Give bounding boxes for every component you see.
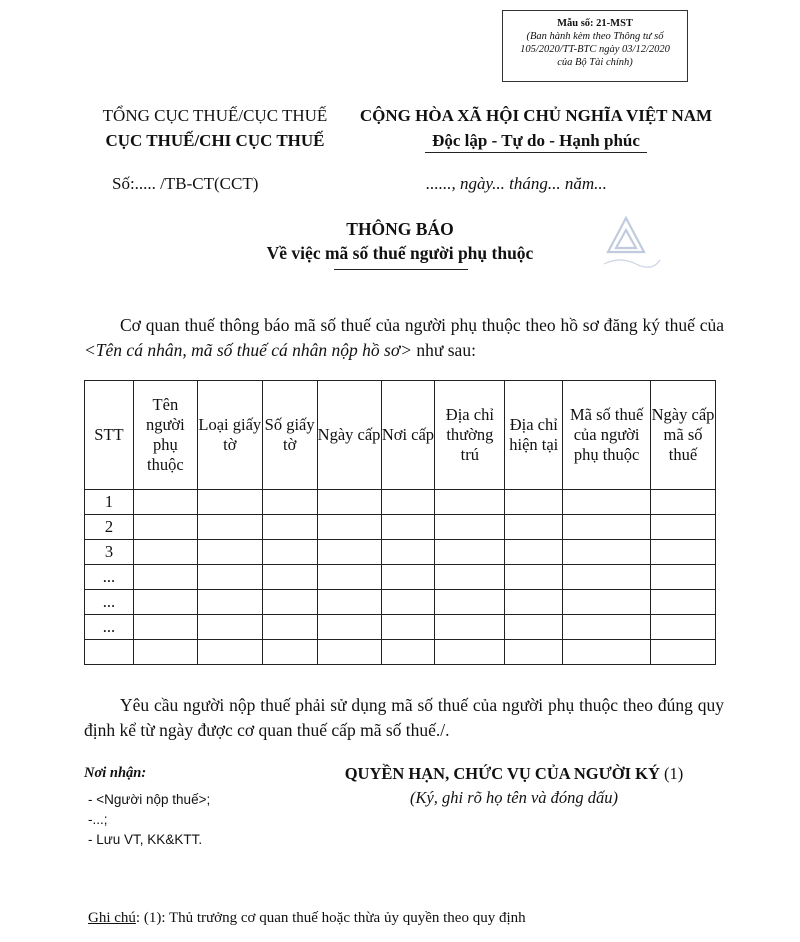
row-number: ... (85, 615, 134, 640)
row-number: 3 (85, 540, 134, 565)
row-number (85, 640, 134, 665)
table-cell (133, 490, 197, 515)
table-cell (262, 540, 317, 565)
footnote-label: Ghi chú (88, 910, 136, 926)
table-row (85, 640, 716, 665)
row-number: ... (85, 565, 134, 590)
table-row (85, 565, 716, 590)
table-cell (435, 640, 505, 665)
table-cell (317, 540, 381, 565)
table-cell (197, 640, 262, 665)
table-cell (435, 565, 505, 590)
table-cell (381, 565, 435, 590)
requirement-text: Yêu cầu người nộp thuế phải sử dụng mã số thuế của người phụ thuộc theo đúng quy định kể từ ngày được cơ quan thuế cấp mã số thuế./. (84, 695, 724, 740)
footnote-text: : (1): Thủ trưởng cơ quan thuế hoặc thừa ủy quyền theo quy định (135, 910, 526, 926)
recipient-item: - <Người nộp thuế>; (88, 792, 211, 807)
table-cell (262, 615, 317, 640)
row-number: 2 (85, 515, 134, 540)
nation-line2: Độc lập - Tự do - Hạnh phúc (432, 131, 640, 150)
intro-paragraph (84, 313, 724, 363)
table-cell (197, 490, 262, 515)
recipients-list (88, 790, 210, 850)
table-cell (563, 640, 651, 665)
table-cell (317, 565, 381, 590)
table-cell (133, 590, 197, 615)
table-cell (435, 490, 505, 515)
table-cell (262, 490, 317, 515)
header-dependent-name: Tên người phụ thuộc (133, 381, 197, 490)
header-document-type: Loại giấy tờ (197, 381, 262, 490)
table-cell (563, 515, 651, 540)
table-header-row (85, 381, 716, 490)
document-number: Số:..... /TB-CT(CCT) (112, 174, 259, 193)
requirement-paragraph (84, 693, 724, 743)
table-cell (381, 540, 435, 565)
header-issue-place: Nơi cấp (381, 381, 435, 490)
dependents-table (84, 380, 716, 665)
table-cell (197, 515, 262, 540)
intro-text-end: như sau: (412, 340, 476, 360)
table-cell (505, 490, 563, 515)
table-cell (563, 565, 651, 590)
table-cell (262, 590, 317, 615)
table-cell (563, 590, 651, 615)
nation-line1: CỘNG HÒA XÃ HỘI CHỦ NGHĨA VIỆT NAM (359, 106, 713, 125)
form-code-box (502, 10, 688, 82)
table-cell (381, 590, 435, 615)
title-subheading: Về việc mã số thuế người phụ thuộc (266, 243, 534, 263)
signer-note-ref: (1) (659, 764, 684, 783)
motto-underline (425, 152, 647, 153)
agency-line2: CỤC THUẾ/CHI CỤC THUẾ (105, 131, 325, 150)
header-permanent-address: Địa chỉ thường trú (435, 381, 505, 490)
header-dependent-tax-code: Mã số thuế của người phụ thuộc (563, 381, 651, 490)
table-row (85, 590, 716, 615)
table-cell (505, 540, 563, 565)
row-number: 1 (85, 490, 134, 515)
header-current-address: Địa chỉ hiện tại (505, 381, 563, 490)
recipients-label: Nơi nhận: (84, 765, 147, 781)
table-cell (563, 615, 651, 640)
header-stt: STT (85, 381, 134, 490)
table-cell (435, 515, 505, 540)
table-cell (651, 615, 716, 640)
table-cell (197, 540, 262, 565)
table-cell (317, 615, 381, 640)
table-cell (651, 640, 716, 665)
signer-title: QUYỀN HẠN, CHỨC VỤ CỦA NGƯỜI KÝ (344, 764, 660, 783)
triangle-logo-icon (600, 212, 664, 270)
table-cell (317, 490, 381, 515)
table-cell (505, 565, 563, 590)
table-row (85, 540, 716, 565)
table-cell (381, 490, 435, 515)
table-cell (133, 540, 197, 565)
table-cell (262, 640, 317, 665)
form-issued-line2: 105/2020/TT-BTC ngày 03/12/2020 (520, 44, 670, 55)
table-cell (381, 615, 435, 640)
header-document-number: Số giấy tờ (262, 381, 317, 490)
row-number: ... (85, 590, 134, 615)
table-cell (435, 590, 505, 615)
national-header (346, 103, 726, 153)
table-cell (133, 640, 197, 665)
table-row (85, 490, 716, 515)
table-cell (317, 640, 381, 665)
footnote (88, 910, 526, 927)
table-cell (133, 615, 197, 640)
date-line: ......, ngày... tháng... năm... (426, 174, 607, 193)
table-cell (435, 615, 505, 640)
agency-line1: TỔNG CỤC THUẾ/CỤC THUẾ (102, 106, 328, 125)
title-heading: THÔNG BÁO (346, 219, 454, 239)
document-title (0, 217, 800, 265)
table-cell (651, 540, 716, 565)
table-cell (317, 515, 381, 540)
intro-placeholder: <Tên cá nhân, mã số thuế cá nhân nộp hồ sơ> (84, 340, 413, 360)
table-cell (505, 640, 563, 665)
table-cell (563, 490, 651, 515)
table-cell (317, 590, 381, 615)
table-cell (505, 515, 563, 540)
title-underline (334, 269, 468, 270)
table-cell (435, 540, 505, 565)
table-cell (505, 590, 563, 615)
table-row (85, 615, 716, 640)
signature-instruction: (Ký, ghi rõ họ tên và đóng dấu) (409, 788, 619, 807)
agency-header (80, 103, 350, 153)
form-issued-line3: của Bộ Tài chính) (557, 57, 633, 68)
table-cell (262, 565, 317, 590)
header-issue-date: Ngày cấp (317, 381, 381, 490)
table-cell (133, 565, 197, 590)
recipient-item: - Lưu VT, KK&KTT. (88, 832, 203, 847)
form-issued-line1: (Ban hành kèm theo Thông tư số (526, 31, 664, 42)
table-cell (651, 490, 716, 515)
intro-text: Cơ quan thuế thông báo mã số thuế của người phụ thuộc theo hồ sơ đăng ký thuế của (120, 315, 724, 335)
recipient-item: -...; (88, 812, 108, 827)
table-cell (505, 615, 563, 640)
table-cell (262, 515, 317, 540)
table-cell (651, 565, 716, 590)
table-cell (381, 515, 435, 540)
table-cell (197, 565, 262, 590)
table-row (85, 515, 716, 540)
header-tax-code-issue-date: Ngày cấp mã số thuế (651, 381, 716, 490)
table-cell (563, 540, 651, 565)
signature-block (294, 762, 734, 810)
table-cell (651, 590, 716, 615)
table-cell (197, 590, 262, 615)
table-cell (651, 515, 716, 540)
table-cell (381, 640, 435, 665)
table-cell (133, 515, 197, 540)
table-cell (197, 615, 262, 640)
form-code-label: Mẫu số: 21-MST (557, 18, 633, 29)
